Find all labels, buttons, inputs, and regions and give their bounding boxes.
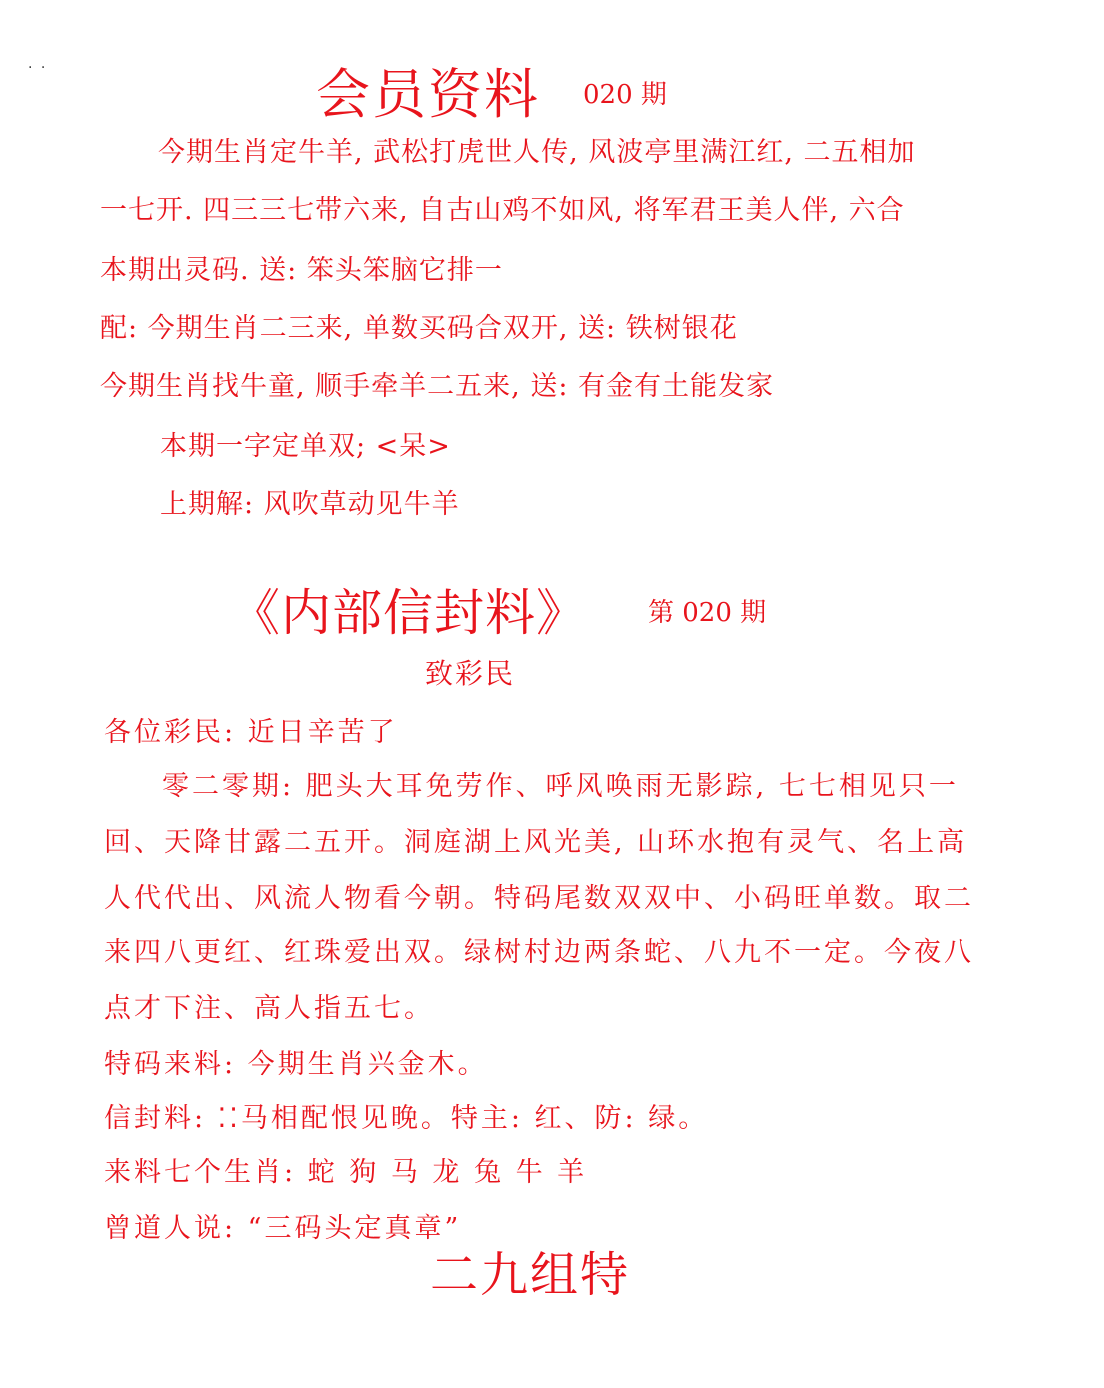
section2-subtitle: 致彩民 [425, 657, 516, 690]
section2-title: 《内部信封料》 [230, 584, 587, 642]
section1-line: 一七开. 四三三七带六来, 自古山鸡不如风, 将军君王美人伴, 六合 [100, 195, 905, 226]
section1-line: 上期解: 风吹草动见牛羊 [160, 489, 460, 520]
section1-line: 本期一字定单双; <呆> [160, 431, 451, 462]
section2-line: 信封料: ⁚⁚马相配恨见晚。特主: 红、防: 绿。 [104, 1103, 709, 1134]
section2-line: 点才下注、高人指五七。 [104, 993, 434, 1024]
section1-line: 今期生肖定牛羊, 武松打虎世人传, 风波亭里满江红, 二五相加 [158, 137, 916, 168]
section2-line: 人代代出、风流人物看今朝。特码尾数双双中、小码旺单数。取二 [104, 883, 974, 914]
footer-title: 二九组特 [430, 1247, 631, 1303]
section2-line: 来料七个生肖: 蛇 狗 马 龙 兔 牛 羊 [104, 1157, 588, 1188]
section1-line: 配: 今期生肖二三来, 单数买码合双开, 送: 铁树银花 [100, 313, 738, 344]
section2-issue: 第 020 期 [648, 598, 767, 628]
section1-issue: 020 期 [583, 80, 667, 110]
section2-line: 来四八更红、红珠爱出双。绿树村边两条蛇、八九不一定。今夜八 [104, 937, 974, 968]
section2-line: 特码来料: 今期生肖兴金木。 [104, 1049, 488, 1080]
section2-line: 各位彩民: 近日辛苦了 [104, 717, 398, 748]
corner-marks: · · [28, 60, 48, 76]
section2-line: 曾道人说: “三码头定真章” [104, 1213, 462, 1244]
section1-line: 今期生肖找牛童, 顺手牵羊二五来, 送: 有金有土能发家 [100, 371, 775, 402]
section1-title: 会员资料 [316, 63, 540, 126]
section1-line: 本期出灵码. 送: 笨头笨脑它排一 [100, 255, 503, 286]
section2-line: 零二零期: 肥头大耳免劳作、呼风唤雨无影踪, 七七相见只一 [162, 771, 959, 802]
section2-line: 回、天降甘露二五开。洞庭湖上风光美, 山环水抱有灵气、名上高 [104, 827, 968, 858]
